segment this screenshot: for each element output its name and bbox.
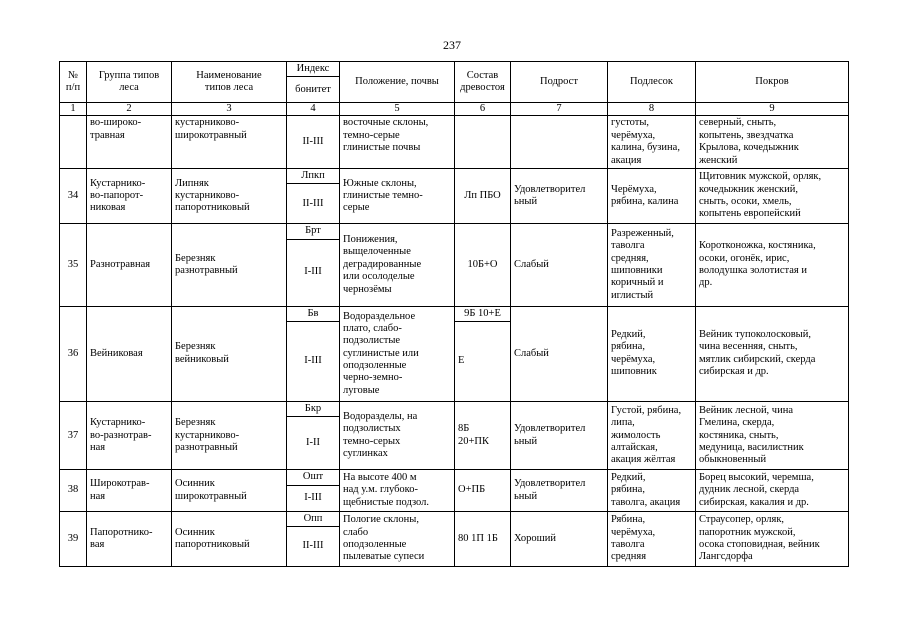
position-soils: Пологие склоны, слабо оподзоленные пылеватые супеси: [340, 511, 455, 566]
table-row: [60, 168, 849, 183]
position-soils: Понижения, выщелоченные деградированные или осолоделые чернозёмы: [340, 224, 455, 306]
table-row: [60, 402, 849, 417]
forest-group: Кустарнико- во-разнотрав- ная: [87, 402, 172, 470]
column-number: 3: [172, 103, 287, 116]
row-number: 34: [60, 168, 87, 223]
stand-composition: [455, 116, 511, 169]
position-soils: Южные склоны, глинистые темно- серые: [340, 168, 455, 223]
bonitet: II-III: [287, 116, 340, 169]
row-number: [60, 116, 87, 169]
ground-cover: северный, сныть, копытень, звездчатка Крылова, кочедыжник женский: [696, 116, 849, 169]
column-number: 4: [287, 103, 340, 116]
forest-types-table: [59, 61, 849, 567]
forest-type-name: Березняк кустарниково- разнотравный: [172, 402, 287, 470]
column-number: 9: [696, 103, 849, 116]
row-number: 38: [60, 470, 87, 511]
bonitet: I-III: [287, 322, 340, 402]
stand-composition: 80 1П 1Б: [455, 511, 511, 566]
table-row: [60, 470, 849, 485]
undergrowth: Хороший: [511, 511, 608, 566]
ground-cover: Щитовник мужской, орляк, кочедыжник женский, сныть, осоки, хмель, копытень европейский: [696, 168, 849, 223]
ground-cover: Вейник тупоколосковый, чина весенняя, сныть, мятлик сибирский, скерда сибирская и др.: [696, 306, 849, 401]
position-soils: Водоразделы, на подзолистых темно-серых суглинках: [340, 402, 455, 470]
header-index: Индекс: [287, 62, 340, 77]
column-number: 8: [608, 103, 696, 116]
forest-group: Вейниковая: [87, 306, 172, 401]
forest-type-name: Липняк кустарниково- папоротниковый: [172, 168, 287, 223]
forest-type-index: Ошт: [287, 470, 340, 485]
undergrowth: [511, 116, 608, 169]
shrub-layer: Редкий, рябина, таволга, акация: [608, 470, 696, 511]
ground-cover: Страусопер, орляк, папоротник мужской, осока стоповидная, вейник Лангсдорфа: [696, 511, 849, 566]
stand-composition: Е: [455, 322, 511, 402]
forest-type-index: Брт: [287, 224, 340, 239]
forest-type-index: Лпкп: [287, 168, 340, 183]
forest-type-index: Бв: [287, 306, 340, 321]
position-soils: восточные склоны, темно-серые глинистые почвы: [340, 116, 455, 169]
stand-composition-top: 9Б 10+Е: [455, 306, 511, 321]
ground-cover: Вейник лесной, чина Гмелина, скерда, костяника, сныть, медуница, василистник обыкновенный: [696, 402, 849, 470]
stand-composition: О+ПБ: [455, 470, 511, 511]
forest-type-name: Осинник папоротниковый: [172, 511, 287, 566]
shrub-layer: Рябина, черёмуха, таволга средняя: [608, 511, 696, 566]
header-undergrowth: Подрост: [511, 62, 608, 103]
header-bonitet: бонитет: [287, 77, 340, 103]
position-soils: На высоте 400 м над у.м. глубоко- щебнистые подзол.: [340, 470, 455, 511]
column-number: 5: [340, 103, 455, 116]
forest-type-name: Осинник широкотравный: [172, 470, 287, 511]
header-cover: Покров: [696, 62, 849, 103]
shrub-layer: густоты, черёмуха, калина, бузина, акация: [608, 116, 696, 169]
table-row: [60, 224, 849, 239]
header-group: Группа типов леса: [87, 62, 172, 103]
bonitet: I-III: [287, 485, 340, 511]
row-number: 37: [60, 402, 87, 470]
undergrowth: Удовлетворител ьный: [511, 402, 608, 470]
forest-type-name: Березняк вейниковый: [172, 306, 287, 401]
shrub-layer: Редкий, рябина, черёмуха, шиповник: [608, 306, 696, 401]
forest-group: Папоротнико- вая: [87, 511, 172, 566]
column-number: 2: [87, 103, 172, 116]
ground-cover: Коротконожка, костяника, осоки, огонёк, ирис, володушка золотистая и др.: [696, 224, 849, 306]
undergrowth: Слабый: [511, 306, 608, 401]
column-number: 7: [511, 103, 608, 116]
page-number: 237: [443, 38, 461, 52]
table-row: [60, 511, 849, 526]
undergrowth: Удовлетворител ьный: [511, 470, 608, 511]
header-num: № п/п: [60, 62, 87, 103]
stand-composition: 10Б+О: [455, 224, 511, 306]
stand-composition: Лп ПБО: [455, 168, 511, 223]
forest-group: во-широко- травная: [87, 116, 172, 169]
column-number: 6: [455, 103, 511, 116]
shrub-layer: Разреженный, таволга средняя, шиповники коричный и иглистый: [608, 224, 696, 306]
ground-cover: Борец высокий, черемша, дудник лесной, скерда сибирская, какалия и др.: [696, 470, 849, 511]
header-position: Положение, почвы: [340, 62, 455, 103]
forest-group: Кустарнико- во-папорот- никовая: [87, 168, 172, 223]
shrub-layer: Черёмуха, рябина, калина: [608, 168, 696, 223]
table-row: [60, 306, 849, 321]
column-numbers-row: [60, 103, 849, 116]
forest-group: Разнотравная: [87, 224, 172, 306]
header-name: Наименование типов леса: [172, 62, 287, 103]
bonitet: II-III: [287, 184, 340, 224]
row-number: 35: [60, 224, 87, 306]
undergrowth: Удовлетворител ьный: [511, 168, 608, 223]
forest-type-name: Березняк разнотравный: [172, 224, 287, 306]
stand-composition: 8Б 20+ПК: [455, 402, 511, 470]
row-number: 36: [60, 306, 87, 401]
row-number: 39: [60, 511, 87, 566]
table-row: [60, 116, 849, 169]
forest-type-index: Опп: [287, 511, 340, 526]
forest-type-index: Бкр: [287, 402, 340, 417]
shrub-layer: Густой, рябина, липа, жимолость алтайская, акация жёлтая: [608, 402, 696, 470]
forest-type-name: кустарниково- широкотравный: [172, 116, 287, 169]
column-number: 1: [60, 103, 87, 116]
position-soils: Водораздельное плато, слабо- подзолистые суглинистые или оподзоленные черно-земно- луговые: [340, 306, 455, 401]
bonitet: II-III: [287, 527, 340, 567]
header-composition: Состав древостоя: [455, 62, 511, 103]
undergrowth: Слабый: [511, 224, 608, 306]
bonitet: I-II: [287, 417, 340, 470]
header-shrubs: Подлесок: [608, 62, 696, 103]
bonitet: I-III: [287, 239, 340, 306]
forest-group: Широкотрав- ная: [87, 470, 172, 511]
